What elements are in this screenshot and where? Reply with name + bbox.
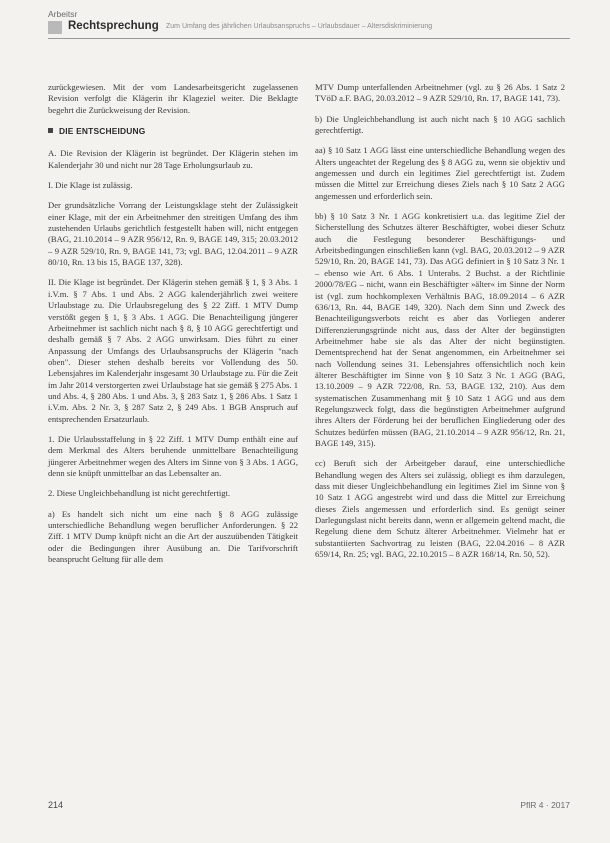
- section-label: Arbeitsr: [48, 9, 78, 19]
- paragraph: a) Es handelt sich nicht um eine nach § 8 AGG zulässige unterschiedliche Behandlung wegen beruflicher Anforderungen. § 22 Ziff. 1 MTV Dump knüpft nicht an die Art der auszuübenden Tätigkeit oder die Bedingungen ihrer Ausübung an. Die Tarifvorschrift beansprucht Geltung für alle dem: [48, 508, 298, 565]
- paragraph: bb) § 10 Satz 3 Nr. 1 AGG konkretisiert u.a. das legitime Ziel der Sicherstellung des Schutzes älterer Beschäftigter, wobei dieser Schutz auch die Festlegung besonderer Beschäftigungs- und Arbeitsbedingungen einschließen kann (vgl. BAG, 20.03.2012 – 9 AZR 529/10, Rn. 20, BAGE 141, 73). Das AGG definiert in § 10 Satz 3 Nr. 1 – ebenso wie Art. 6 Abs. 1 Unterabs. 2 Buchst. a der Richtlinie 2000/78/EG – nicht, wann ein Beschäftigter »älter« im Sinne der Norm ist (vgl. zum hochkomplexen Verhältnis BAG, 18.09.2014 – 6 AZR 636/13, Rn. 44, BAGE 149, 320). Nach dem Sinn und Zweck des Benachteiligungsverbots reicht es aber das Vorliegen anderer Differenzierungsgründe nicht aus, dass der Alter der begünstigten Arbeitnehmer habe sie als das Alter der nicht begünstigten. Dementsprechend hat der Senat angenommen, ein Arbeitnehmer sei nach Vollendung seines 31. Lebensjahres offensichtlich noch kein älterer Beschäftigter im Sinne von § 10 Satz 3 Nr. 1 AGG (BAG, 13.10.2009 – 9 AZR 722/08, Rn. 53, BAGE 132, 210). Aus dem systematischen Zusammenhang mit § 10 Satz 1 AGG und aus dem Regelungszweck folgt, dass die begünstigten Arbeitnehmer aufgrund ihres Alters der Förderung bei der beruflichen Eingliederung oder des Schutzes bedürfen müssen (BAG, 21.10.2014 – 9 AZR 956/12, Rn. 21, BAGE 149, 315).: [315, 211, 565, 448]
- paragraph: 2. Diese Ungleichbehandlung ist nicht gerechtfertigt.: [48, 488, 231, 499]
- page-number: 214: [48, 800, 64, 810]
- section-heading-text: DIE ENTSCHEIDUNG: [59, 126, 146, 137]
- section-heading: [48, 126, 298, 137]
- paragraph: aa) § 10 Satz 1 AGG lässt eine unterschiedliche Behandlung wegen des Alters ungeachtet der Regelung des § 8 AGG zu, wenn sie objektiv und angemessen und durch ein legitimes Ziel gerechtfertigt ist. Zudem müssen die Mittel zur Erreichung dieses Ziels nach § 10 Satz 2 AGG angemessen und erforderlich sein.: [315, 145, 565, 201]
- paragraph: cc) Beruft sich der Arbeitgeber darauf, eine unterschiedliche Behandlung wegen des Alters sei zulässig, obliegt es ihm darzulegen, dass mit dieser Ungleichbehandlung ein legitimes Ziel im Sinne von § 10 Satz 1 AGG angestrebt wird und dass die Mittel zur Erreichung dieses Ziels angemessen und erforderlich sind. Es genügt seiner Darlegungslast nicht bereits dann, wenn er allgemein geltend macht, die Regelung diene dem Schutz älterer Arbeitnehmer. Vielmehr hat er substantiierten Sachvortrag zu leisten (BAG, 22.04.2016 – 8 AZR 659/14, Rn. 25; vgl. BAG, 22.10.2015 – 8 AZR 168/14, Rn. 50, 52).: [315, 458, 565, 560]
- running-header: [48, 20, 570, 36]
- header-title: Rechtsprechung: [68, 20, 159, 32]
- paragraph: Der grundsätzliche Vorrang der Leistungsklage steht der Zulässigkeit einer Klage, mit der ein Arbeitnehmer den streitigen Umfang des ihm zustehenden Urlaubs gerichtlich festgestellt haben will, nicht entgegen (BAG, 21.10.2014 – 9 AZR 956/12, Rn. 9, BAGE 149, 315; 20.03.2012 – 9 AZR 529/10, Rn. 9, BAGE 141, 73; vgl. BAG, 12.04.2011 – 9 AZR 80/10, Rn. 13 bis 15, BAGE 137, 328).: [48, 200, 298, 268]
- header-marker: [48, 21, 62, 34]
- header-rule: [48, 38, 570, 39]
- right-column: [315, 82, 565, 569]
- paragraph: b) Die Ungleichbehandlung ist auch nicht nach § 10 AGG sachlich gerechtfertigt.: [315, 113, 565, 136]
- paragraph: I. Die Klage ist zulässig.: [48, 180, 133, 191]
- paragraph: 1. Die Urlaubsstaffelung in § 22 Ziff. 1 MTV Dump enthält eine auf dem Merkmal des Alters beruhende unmittelbare Benachteiligung jüngerer Arbeitnehmer wegen des Alters im Sinne von § 3 Abs. 1 AGG, denn sie knüpft unmittelbar an das Lebensalter an.: [48, 433, 298, 478]
- paragraph: A. Die Revision der Klägerin ist begründet. Der Klägerin stehen im Kalenderjahr 30 und nicht nur 28 Tage Erholungsurlaub zu.: [48, 148, 298, 170]
- paragraph: II. Die Klage ist begründet. Der Klägerin stehen gemäß § 1, § 3 Abs. 1 i.V.m. § 7 Abs. 1 und Abs. 2 AGG kalenderjährlich zwei weitere Urlaubstage zu. Die Urlaubsregelung des § 22 Ziff. 1 MTV Dump verstößt gegen § 1, § 3 Abs. 1 AGG. Die Benachteiligung jüngerer Arbeitnehmer ist sachlich nicht nach § 8, § 10 AGG gerechtfertigt und deshalb gemäß § 7 Abs. 2 AGG unwirksam. Dies führt zu einer Anpassung der Umfangs des Urlaubsanspruchs der Klägerin "nach oben". Dieser stehen deshalb bereits vor Vollendung des 50. Lebensjahres im Kalenderjahr insgesamt 30 Urlaubstage zu. Für die Zeit im Jahr 2014 verstorgerten zwei Urlaubstage hat sie gemäß § 275 Abs. 1 und Abs. 4, § 280 Abs. 1 und Abs. 3, § 283 Satz 1, § 286 Abs. 1 Satz 1 i.V.m. Abs. 2 Nr. 3, § 287 Satz 2, § 249 Abs. 1 BGB Anspruch auf entsprechenden Ersatzurlaub.: [48, 277, 298, 424]
- paragraph: zurückgewiesen. Mit der vom Landesarbeitsgericht zugelassenen Revision verfolgt die Klägerin ihr Klageziel weiter. Die Beklagte begehrt die Zurückweisung der Revision.: [48, 82, 298, 115]
- left-column: [48, 82, 298, 574]
- bullet-icon: [48, 128, 53, 133]
- header-subtitle: Zum Umfang des jährlichen Urlaubsanspruchs – Urlaubsdauer – Altersdiskriminierung: [166, 23, 433, 30]
- paragraph: MTV Dump unterfallenden Arbeitnehmer (vgl. zu § 26 Abs. 1 Satz 2 TVöD a.F. BAG, 20.03.2012 – 9 AZR 529/10, Rn. 17, BAGE 141, 73).: [315, 82, 565, 104]
- journal-issue: PflR 4 · 2017: [520, 800, 570, 810]
